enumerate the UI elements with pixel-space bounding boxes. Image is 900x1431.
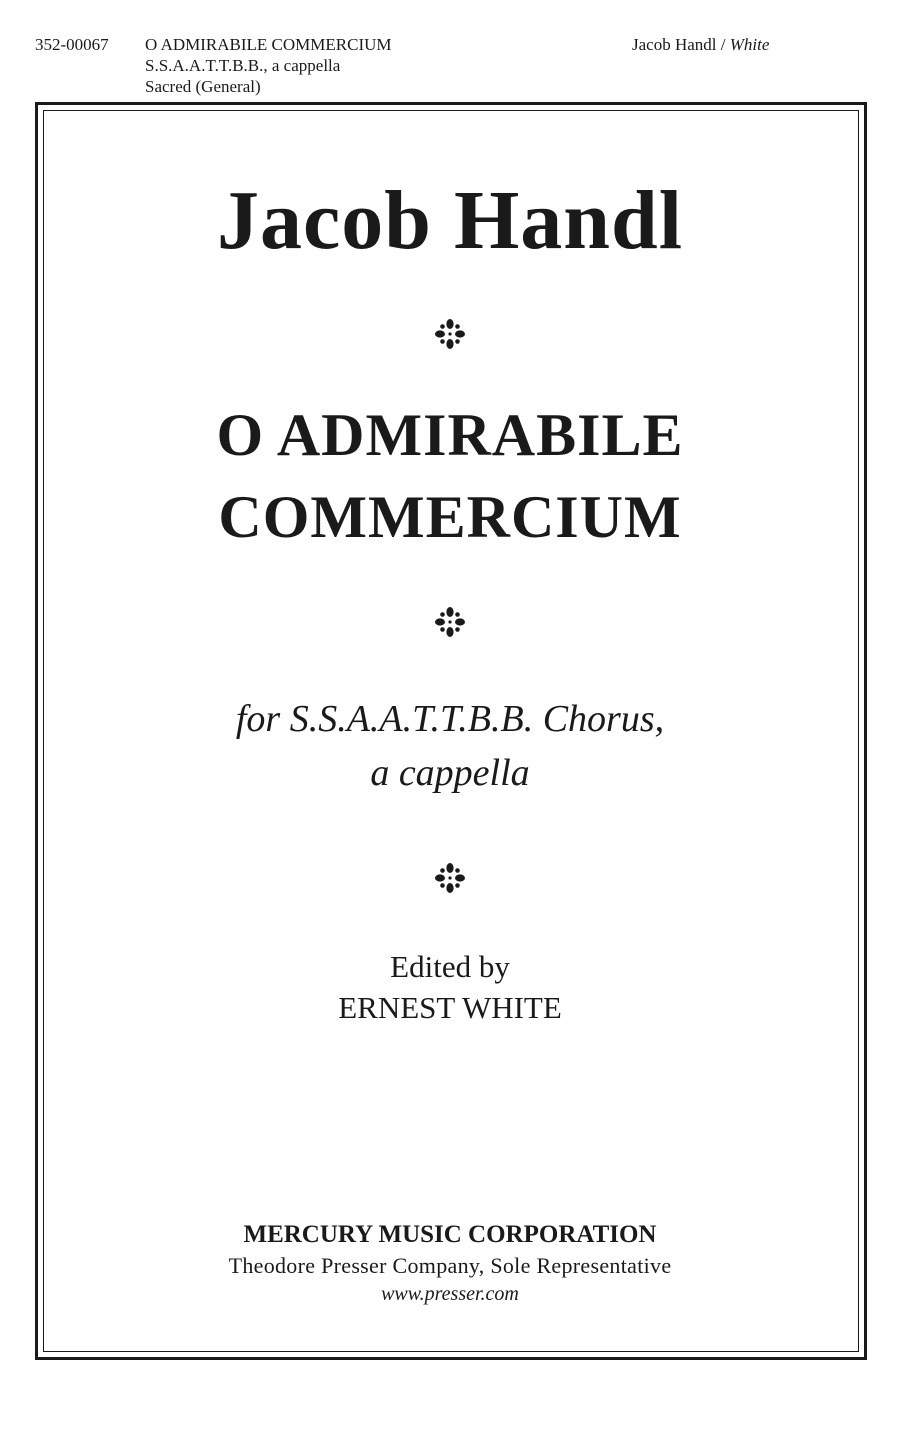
- floral-asterisk-icon: [432, 316, 468, 352]
- composer-name: Jacob Handl: [216, 174, 684, 267]
- floral-asterisk-icon: [432, 860, 468, 896]
- catalog-number: 352-00067: [35, 35, 109, 54]
- header-row-1: [35, 34, 392, 55]
- header-composer: Jacob Handl /: [632, 35, 726, 54]
- publisher-representative: Theodore Presser Company, Sole Representative: [228, 1253, 672, 1278]
- floral-asterisk-icon: [432, 604, 468, 640]
- header-right: [632, 34, 769, 55]
- publisher-name: MERCURY MUSIC CORPORATION: [243, 1221, 657, 1248]
- header-left: [35, 34, 392, 97]
- title-line-2: COMMERCIUM: [218, 484, 682, 550]
- header-voicing: S.S.A.A.T.T.B.B., a cappella: [145, 56, 341, 75]
- edited-by-label: Edited by: [390, 949, 510, 984]
- publisher-website: www.presser.com: [381, 1283, 519, 1305]
- header-title: O ADMIRABILE COMMERCIUM: [145, 35, 392, 54]
- editor-name: ERNEST WHITE: [338, 990, 562, 1025]
- voicing-line-1: for S.S.A.A.T.T.B.B. Chorus,: [235, 698, 665, 740]
- title-line-1: O ADMIRABILE: [216, 402, 684, 468]
- voicing-line-2: a cappella: [370, 752, 530, 794]
- header-editor: White: [729, 35, 770, 54]
- header-category: Sacred (General): [145, 77, 261, 96]
